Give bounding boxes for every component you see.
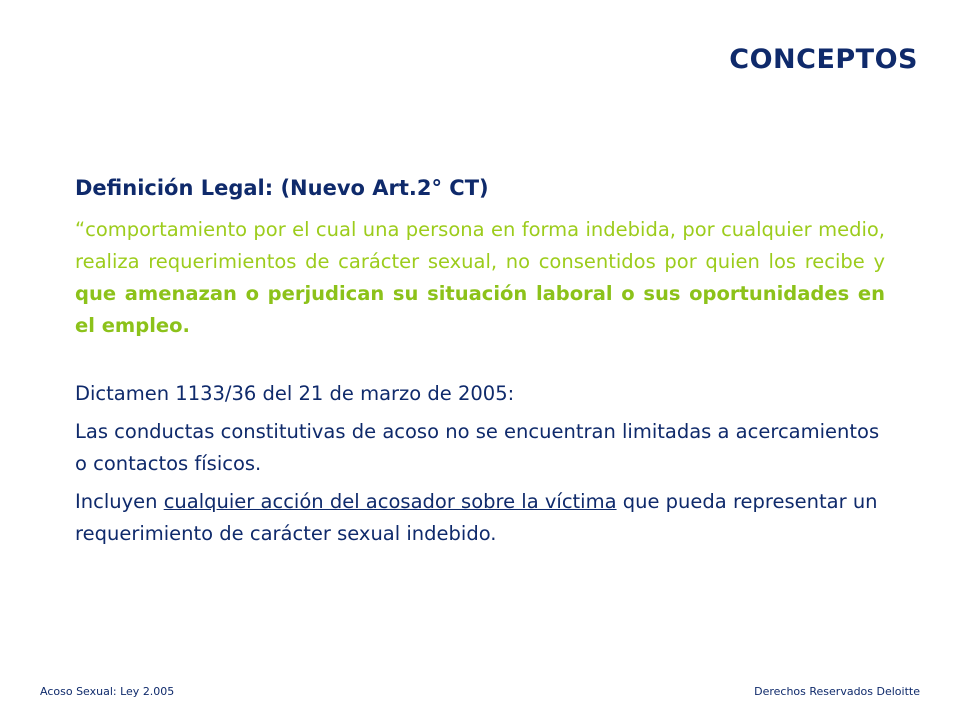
footer-right-text: Derechos Reservados Deloitte bbox=[754, 685, 920, 698]
dictamen-paragraph-2-start: Incluyen bbox=[75, 490, 164, 513]
definition-quote-emphasis: que amenazan o perjudican su situación laboral o sus oportunidades en el empleo. bbox=[75, 282, 885, 337]
definition-heading: Definición Legal: (Nuevo Art.2° CT) bbox=[75, 176, 489, 200]
dictamen-paragraph-2-end: que pueda representar un requerimiento de carácter sexual indebido. bbox=[75, 490, 878, 545]
dictamen-paragraph-1: Las conductas constitutivas de acoso no se encuentran limitadas a acercamientos o contactos físicos. bbox=[75, 420, 880, 475]
footer-left-text: Acoso Sexual: Ley 2.005 bbox=[40, 685, 175, 698]
dictamen-paragraph-2 bbox=[75, 486, 885, 550]
definition-quote-text: “comportamiento por el cual una persona en forma indebida, por cualquier medio, realiza requerimientos de carácter sexual, no consentidos por quien los recibe y bbox=[75, 218, 885, 273]
main-content bbox=[75, 172, 885, 550]
definition-quote bbox=[75, 214, 885, 342]
dictamen-underlined-phrase: cualquier acción del acosador sobre la víctima bbox=[163, 490, 617, 513]
dictamen-title: Dictamen 1133/36 del 21 de marzo de 2005: bbox=[75, 382, 515, 405]
page-title: CONCEPTOS bbox=[729, 44, 918, 75]
